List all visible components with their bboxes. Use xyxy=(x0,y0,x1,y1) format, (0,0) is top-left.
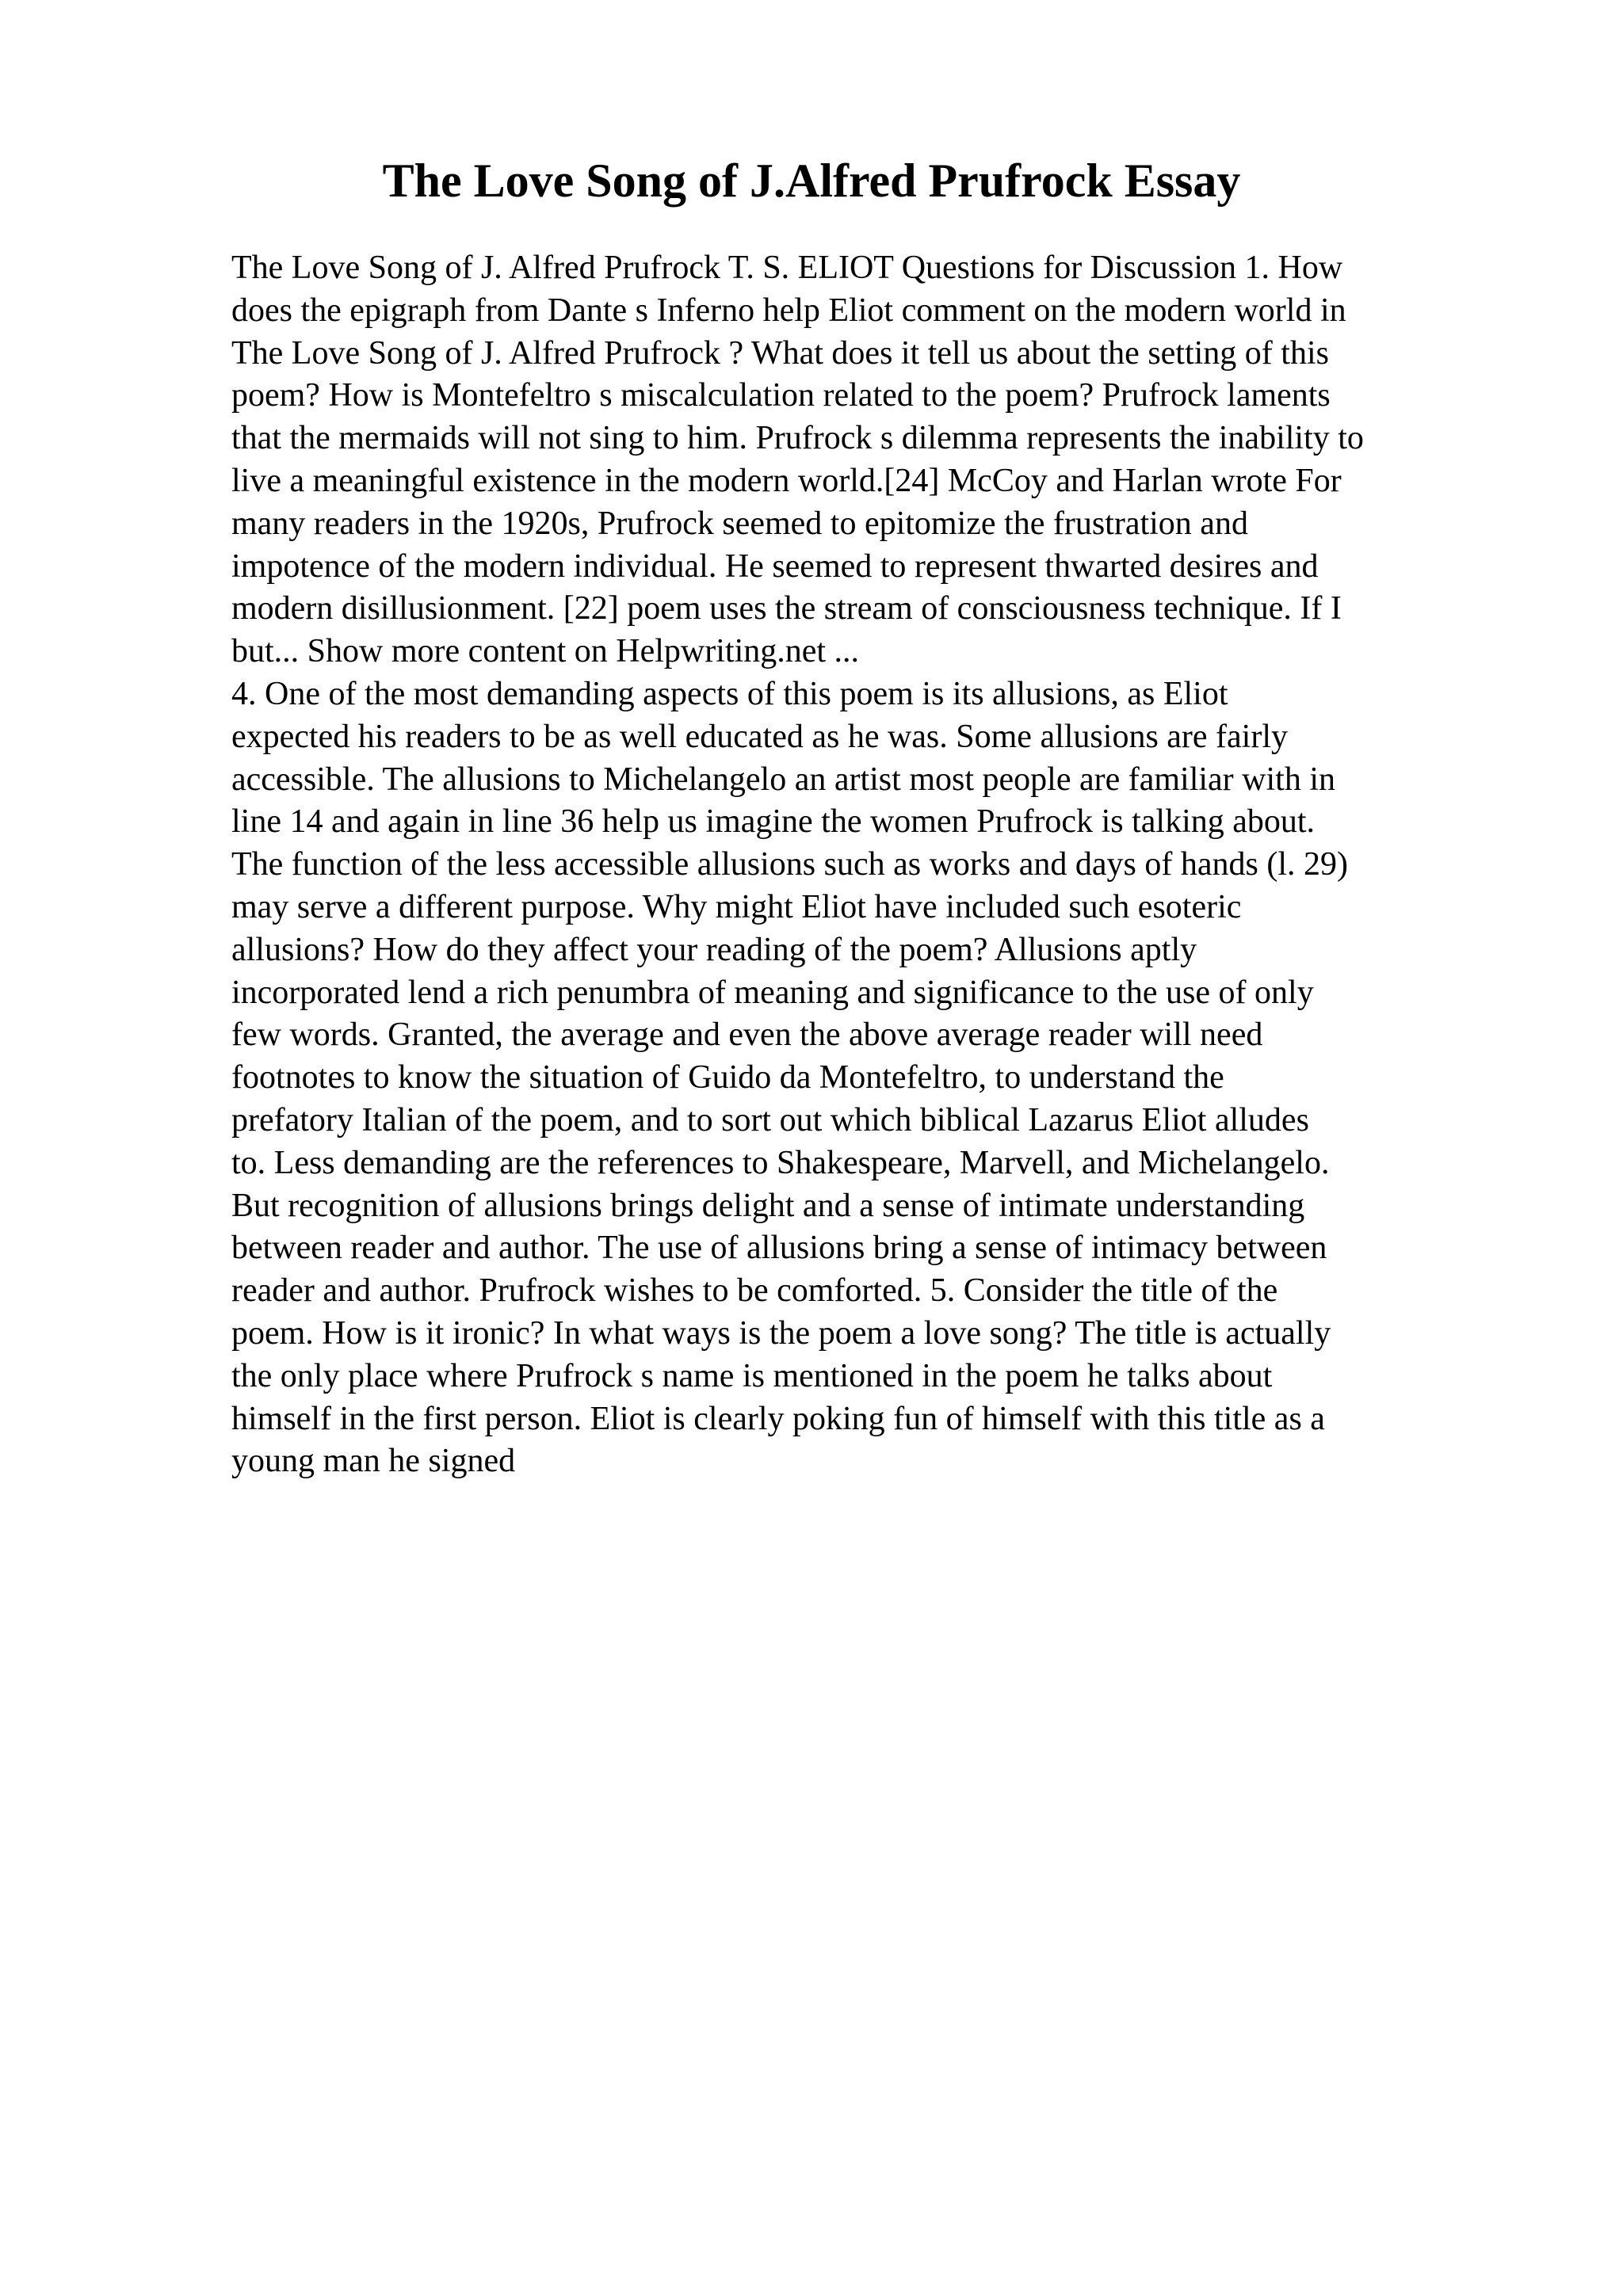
body-line: young man he signed xyxy=(231,1443,516,1480)
document-body xyxy=(231,247,1515,1483)
document-title: The Love Song of J.Alfred Prufrock Essay xyxy=(382,154,1241,207)
body-line: footnotes to know the situation of Guido da Montefeltro, to understand the xyxy=(231,1059,1224,1097)
body-line: the only place where Prufrock s name is mentioned in the poem he talks about xyxy=(231,1357,1273,1394)
body-line: poem? How is Montefeltro s miscalculation related to the poem? Prufrock laments xyxy=(231,377,1331,414)
body-line: live a meaningful existence in the modern world.[24] McCoy and Harlan wrote For xyxy=(231,462,1342,499)
body-line: incorporated lend a rich penumbra of meaning and significance to the use of only xyxy=(231,974,1314,1011)
body-line: may serve a different purpose. Why might Eliot have included such esoteric xyxy=(231,888,1242,925)
body-line: many readers in the 1920s, Prufrock seemed to epitomize the frustration and xyxy=(231,505,1248,542)
body-line: himself in the first person. Eliot is clearly poking fun of himself with this title as a xyxy=(231,1400,1325,1437)
body-line: But recognition of allusions brings delight and a sense of intimate understanding xyxy=(231,1187,1305,1224)
body-line: modern disillusionment. [22] poem uses the stream of consciousness technique. If I xyxy=(231,590,1342,627)
body-line: 4. One of the most demanding aspects of this poem is its allusions, as Eliot xyxy=(231,675,1228,712)
body-line: impotence of the modern individual. He seemed to represent thwarted desires and xyxy=(231,547,1319,585)
body-line: that the mermaids will not sing to him. Prufrock s dilemma represents the inability to xyxy=(231,420,1364,457)
body-line: accessible. The allusions to Michelangelo an artist most people are familiar with in xyxy=(231,761,1335,798)
body-line: prefatory Italian of the poem, and to sort out which biblical Lazarus Eliot alludes xyxy=(231,1101,1309,1138)
body-line: does the epigraph from Dante s Inferno help Eliot comment on the modern world in xyxy=(231,292,1346,329)
body-line: The Love Song of J. Alfred Prufrock T. S. ELIOT Questions for Discussion 1. How xyxy=(231,250,1343,286)
body-line: but... Show more content on Helpwriting.net ... xyxy=(231,633,860,670)
body-line: allusions? How do they affect your reading of the poem? Allusions aptly xyxy=(231,931,1197,968)
body-line: between reader and author. The use of allusions bring a sense of intimacy between xyxy=(231,1230,1327,1267)
body-line: The function of the less accessible allusions such as works and days of hands (l. 29) xyxy=(231,846,1349,883)
body-line: reader and author. Prufrock wishes to be comforted. 5. Consider the title of the xyxy=(231,1272,1278,1310)
body-line: expected his readers to be as well educated as he was. Some allusions are fairly xyxy=(231,718,1289,755)
body-line: few words. Granted, the average and even the above average reader will need xyxy=(231,1016,1263,1054)
body-line: The Love Song of J. Alfred Prufrock ? What does it tell us about the setting of this xyxy=(231,334,1329,372)
body-line: poem. How is it ironic? In what ways is the poem a love song? The title is actually xyxy=(231,1314,1331,1352)
body-line: line 14 and again in line 36 help us imagine the women Prufrock is talking about. xyxy=(231,803,1316,841)
body-line: to. Less demanding are the references to Shakespeare, Marvell, and Michelangelo. xyxy=(231,1144,1330,1181)
